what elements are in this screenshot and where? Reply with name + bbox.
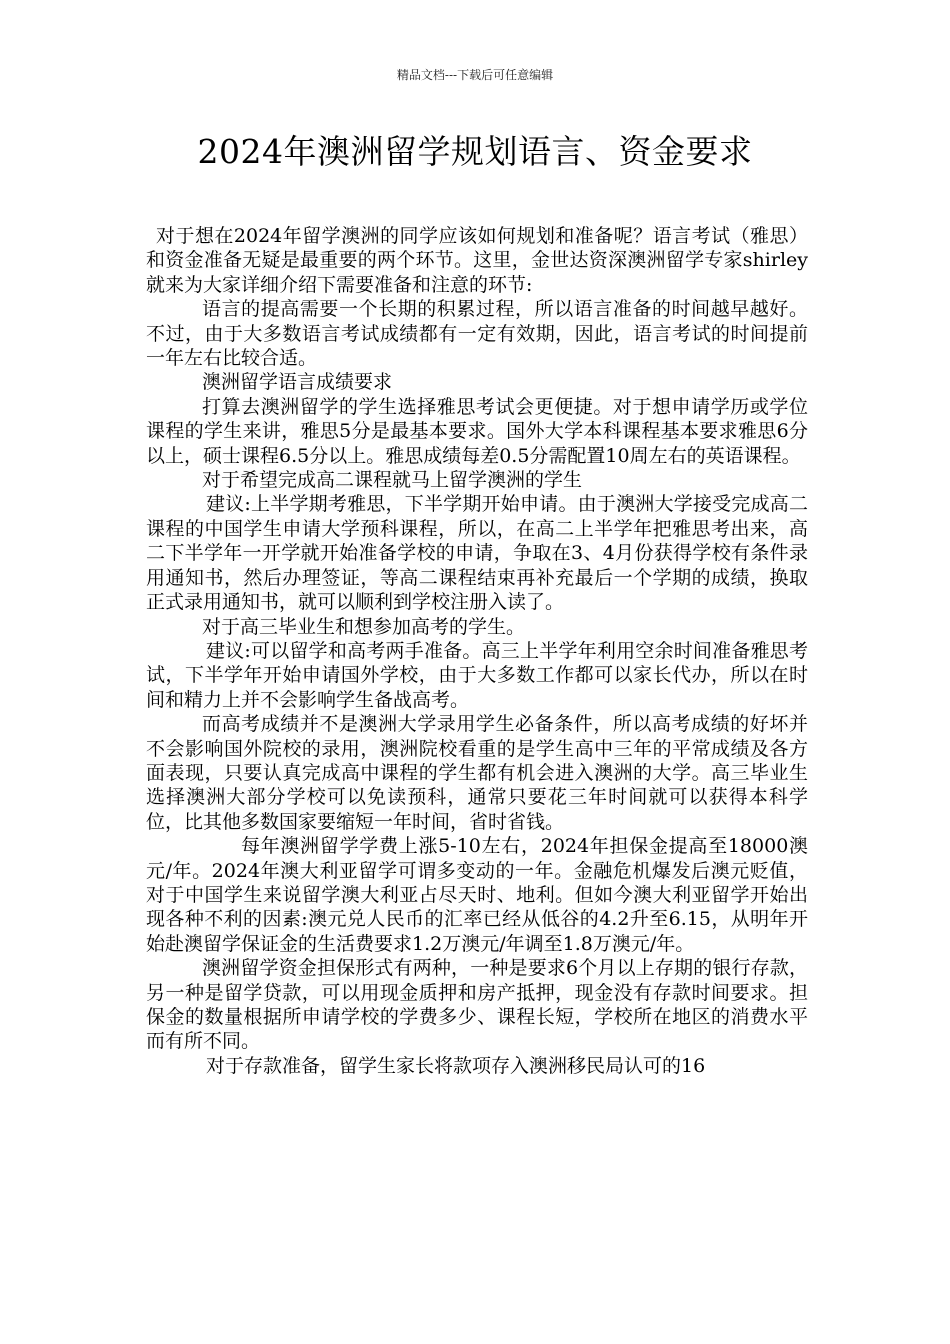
paragraph-deposit-prep: 对于存款准备，留学生家长将款项存入澳洲移民局认可的16 <box>206 1054 706 1077</box>
subheading-language-requirements: 澳洲留学语言成绩要求 <box>202 371 393 394</box>
header-note: 精品文档---下载后可任意编辑 <box>396 68 554 82</box>
paragraph-tuition-guarantee: 每年澳洲留学学费上涨5-10左右，2024年担保金提高至18000澳元/年。2024年澳大利亚留学可谓多变动的一年。金融危机爆发后澳元贬值，对于中国学生来说留学澳大利亚占尽天时、地利。但如今澳大利亚留学开始出现各种不利的因素:澳元兑人民币的汇率已经从低谷的4.2升至6.15，从明年开始赴澳留学保证金的生活费要求1.2万澳元/年调至1.8万澳元/年。 <box>146 835 808 955</box>
paragraph-gaokao: 而高考成绩并不是澳洲大学录用学生必备条件，所以高考成绩的好坏并不会影响国外院校的录用，澳洲院校看重的是学生高中三年的平常成绩及各方面表现，只要认真完成高中课程的学生都有机会进入澳洲的大学。高三毕业生选择澳洲大部分学校可以免读预科，通常只要花三年时间就可以获得本科学位，比其他多数国家要缩短一年时间，省时省钱。 <box>146 713 808 833</box>
paragraph-ielts-requirements: 打算去澳洲留学的学生选择雅思考试会更便捷。对于想申请学历或学位课程的学生来讲，雅思5分是最基本要求。国外大学本科课程基本要求雅思6分以上，硕士课程6.5分以上。雅思成绩每差0.5分需配置10周左右的英语课程。 <box>146 395 808 467</box>
document-body <box>146 224 808 1078</box>
paragraph-language-prep: 语言的提高需要一个长期的积累过程，所以语言准备的时间越早越好。不过，由于大多数语言考试成绩都有一定有效期，因此，语言考试的时间提前一年左右比较合适。 <box>146 298 808 370</box>
subheading-grade-eleven: 对于希望完成高二课程就马上留学澳洲的学生 <box>202 469 583 492</box>
paragraph-intro: 对于想在2024年留学澳洲的同学应该如何规划和准备呢？语言考试（雅思）和资金准备无疑是最重要的两个环节。这里，金世达资深澳洲留学专家shirley就来为大家详细介绍下需要准备和注意的环节: <box>146 225 808 296</box>
paragraph-grade-eleven-advice: 建议:上半学期考雅思，下半学期开始申请。由于澳洲大学接受完成高二课程的中国学生申请大学预科课程，所以，在高二上半学年把雅思考出来，高二下半学年一开学就开始准备学校的申请，争取在3、4月份获得学校有条件录用通知书，然后办理签证，等高二课程结束再补充最后一个学期的成绩，换取正式录用通知书，就可以顺利到学校注册入读了。 <box>146 493 808 614</box>
paragraph-guarantee-forms: 澳洲留学资金担保形式有两种，一种是要求6个月以上存期的银行存款，另一种是留学贷款，可以用现金质押和房产抵押，现金没有存款时间要求。担保金的数量根据所申请学校的学费多少、课程长短，学校所在地区的消费水平而有所不同。 <box>146 957 808 1053</box>
page-title: 2024年澳洲留学规划语言、资金要求 <box>197 132 753 171</box>
subheading-grade-twelve: 对于高三毕业生和想参加高考的学生。 <box>202 615 526 638</box>
paragraph-grade-twelve-advice: 建议:可以留学和高考两手准备。高三上半学年利用空余时间准备雅思考试，下半学年开始申请国外学校，由于大多数工作都可以家长代办，所以在时间和精力上并不会影响学生备战高考。 <box>146 639 808 711</box>
